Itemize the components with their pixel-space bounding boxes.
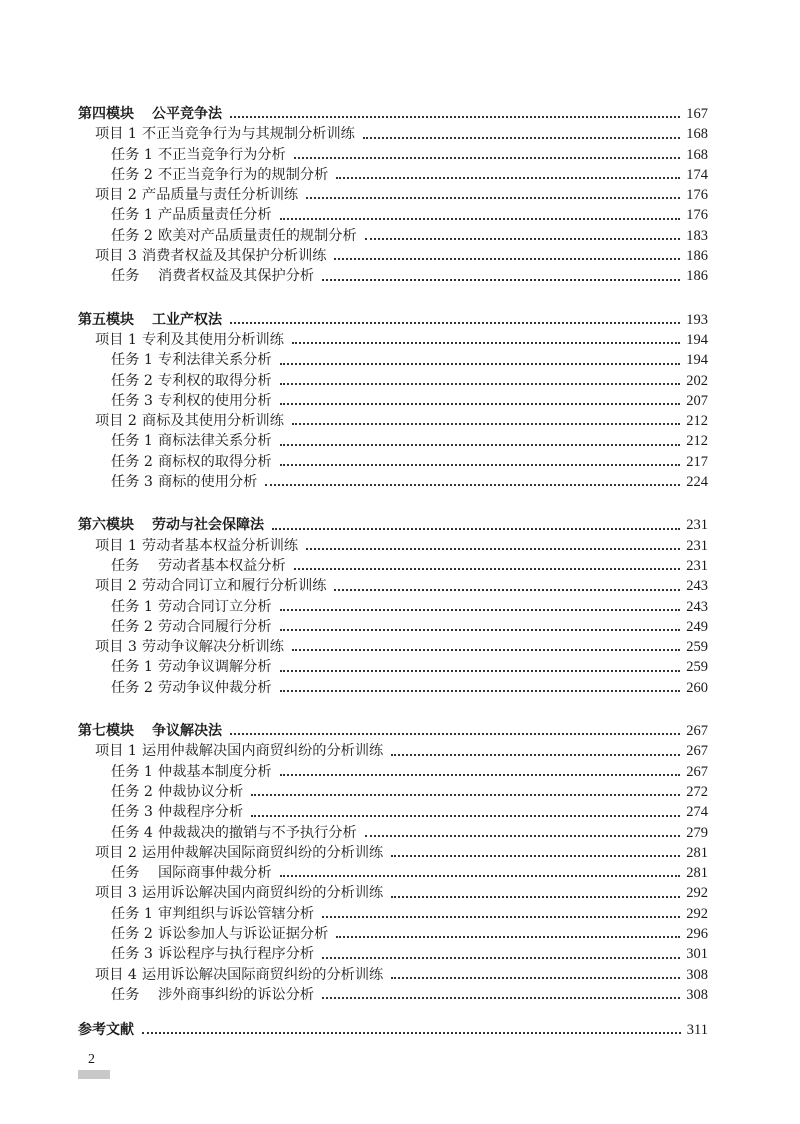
entry-label (111, 226, 357, 246)
entry-label (111, 782, 243, 802)
entry-page-number: 281 (686, 844, 708, 861)
entry-label (111, 350, 272, 370)
entry-title: 运用诉讼解决国际商贸纠纷的分析训练 (142, 966, 384, 983)
dot-leader (322, 957, 680, 959)
entry-number: 任务 1 (111, 598, 153, 615)
toc-entry-references[interactable] (78, 1020, 708, 1040)
entry-number: 项目 3 (95, 248, 137, 265)
entry-page-number: 292 (686, 885, 708, 902)
entry-page-number: 168 (686, 146, 708, 163)
entry-number: 第六模块 (78, 517, 134, 534)
toc-entry-module[interactable] (78, 310, 708, 330)
toc-section (78, 310, 708, 493)
entry-page-number: 224 (686, 474, 708, 491)
entry-label (111, 391, 272, 411)
dot-leader (280, 363, 681, 365)
entry-page-number: 301 (686, 946, 708, 963)
entry-title: 工业产权法 (152, 311, 222, 328)
entry-number: 项目 1 (95, 331, 137, 348)
entry-page-number: 308 (686, 966, 708, 983)
toc-entry-project[interactable] (78, 965, 708, 985)
toc-entry-project[interactable] (78, 843, 708, 863)
entry-label (95, 185, 298, 205)
dot-leader (365, 835, 681, 837)
entry-number: 任务 2 (111, 783, 153, 800)
entry-title: 诉讼参加人与诉讼证据分析 (158, 925, 329, 942)
dot-leader (265, 484, 680, 486)
entry-title: 商标权的取得分析 (158, 453, 272, 470)
page-folio (78, 1050, 110, 1079)
toc-entry-project[interactable] (78, 576, 708, 596)
table-of-contents (78, 104, 708, 1028)
entry-label (95, 330, 284, 350)
toc-entry-task[interactable] (78, 678, 708, 698)
dot-leader (363, 137, 680, 139)
toc-entry-task[interactable] (78, 391, 708, 411)
entry-page-number: 281 (686, 865, 708, 882)
toc-section (78, 515, 708, 698)
toc-entry-task[interactable] (78, 823, 708, 843)
entry-title: 诉讼程序与执行程序分析 (158, 946, 315, 963)
entry-number: 任务 2 (111, 925, 153, 942)
entry-label (111, 452, 272, 472)
dot-leader (280, 774, 681, 776)
toc-entry-task[interactable] (78, 782, 708, 802)
dot-leader (230, 116, 680, 118)
entry-title: 劳动争议调解分析 (158, 659, 272, 676)
entry-label (111, 472, 257, 492)
dot-leader (334, 589, 680, 591)
entry-number: 任务 3 (111, 804, 153, 821)
dot-leader (280, 690, 681, 692)
entry-title: 劳动合同履行分析 (158, 618, 272, 635)
dot-leader (391, 855, 680, 857)
entry-label (111, 944, 314, 964)
entry-label (95, 536, 298, 556)
entry-number: 任务 1 (111, 659, 153, 676)
entry-title: 劳动者基本权益分析训练 (142, 537, 299, 554)
entry-title: 仲裁程序分析 (158, 804, 244, 821)
entry-label (111, 371, 272, 391)
entry-title: 审判组织与诉讼管辖分析 (158, 905, 315, 922)
entry-title: 劳动争议解决分析训练 (142, 639, 284, 656)
toc-entry-project[interactable] (78, 330, 708, 350)
dot-leader (230, 733, 680, 735)
entry-label (111, 145, 286, 165)
entry-label (111, 678, 272, 698)
entry-page-number: 243 (686, 598, 708, 615)
entry-title: 运用仲裁解决国际商贸纠纷的分析训练 (142, 844, 384, 861)
entry-title: 商标及其使用分析训练 (142, 413, 284, 430)
dot-leader (280, 670, 681, 672)
entry-number: 项目 2 (95, 578, 137, 595)
dot-leader (336, 936, 680, 938)
entry-number: 任务 2 (111, 618, 153, 635)
entry-number: 任务 2 (111, 372, 153, 389)
entry-page-number: 176 (686, 207, 708, 224)
entry-title: 劳动合同订立分析 (158, 598, 272, 615)
toc-entry-task[interactable] (78, 452, 708, 472)
dot-leader (251, 794, 680, 796)
entry-label (111, 657, 272, 677)
entry-title: 不正当竞争行为与其规制分析训练 (142, 126, 355, 143)
entry-page-number: 176 (686, 187, 708, 204)
entry-title: 产品质量责任分析 (158, 207, 272, 224)
entry-number: 第四模块 (78, 106, 134, 122)
toc-entry-module[interactable] (78, 104, 708, 124)
entry-number: 任务 1 (111, 763, 153, 780)
entry-label (95, 883, 383, 903)
dot-leader (306, 548, 680, 550)
entry-title: 专利及其使用分析训练 (142, 331, 284, 348)
dot-leader (272, 528, 680, 530)
dot-leader (280, 875, 681, 877)
entry-page-number: 243 (686, 578, 708, 595)
entry-number: 任务 3 (111, 392, 153, 409)
dot-leader (306, 197, 680, 199)
toc-entry-task[interactable] (78, 145, 708, 165)
entry-label (111, 985, 314, 1005)
entry-number: 任务 1 (111, 146, 153, 163)
toc-entry-module[interactable] (78, 721, 708, 741)
entry-page-number: 193 (686, 311, 708, 328)
entry-number: 任务 2 (111, 453, 153, 470)
entry-number: 项目 2 (95, 187, 137, 204)
entry-page-number: 217 (686, 453, 708, 470)
references-section (78, 1020, 708, 1040)
toc-entry-task[interactable] (78, 617, 708, 637)
toc-entry-project[interactable] (78, 411, 708, 431)
references-title: 参考文献 (78, 1022, 134, 1038)
entry-number: 任务 (111, 986, 140, 1003)
entry-label (111, 863, 272, 883)
entry-label (95, 411, 284, 431)
toc-entry-module[interactable] (78, 515, 708, 535)
dot-leader (322, 997, 680, 999)
entry-page-number: 296 (686, 925, 708, 942)
dot-leader (322, 279, 680, 281)
entry-label (111, 617, 272, 637)
entry-page-number: 186 (686, 248, 708, 265)
entry-title: 商标法律关系分析 (158, 433, 272, 450)
entry-title: 欧美对产品质量责任的规制分析 (158, 227, 357, 244)
entry-label (95, 843, 383, 863)
entry-label (111, 556, 286, 576)
toc-entry-project[interactable] (78, 883, 708, 903)
dot-leader (391, 754, 680, 756)
toc-entry-task[interactable] (78, 924, 708, 944)
toc-entry-task[interactable] (78, 266, 708, 286)
entry-title: 劳动合同订立和履行分析训练 (142, 578, 327, 595)
entry-page-number: 260 (686, 679, 708, 696)
entry-page-number: 279 (686, 824, 708, 841)
toc-entry-project[interactable] (78, 246, 708, 266)
entry-label (95, 637, 284, 657)
dot-leader (280, 464, 681, 466)
entry-label (95, 965, 383, 985)
entry-page-number: 168 (686, 126, 708, 143)
dot-leader (294, 568, 681, 570)
toc-entry-task[interactable] (78, 371, 708, 391)
entry-label (78, 515, 264, 535)
entry-number: 任务 1 (111, 905, 153, 922)
entry-title: 商标的使用分析 (158, 474, 258, 491)
toc-entry-project[interactable] (78, 536, 708, 556)
entry-page-number: 207 (686, 392, 708, 409)
entry-page-number: 267 (686, 743, 708, 760)
toc-section (78, 104, 708, 287)
entry-number: 项目 3 (95, 885, 137, 902)
entry-title: 争议解决法 (152, 723, 222, 740)
entry-page-number: 194 (686, 352, 708, 369)
entry-label (111, 924, 328, 944)
folio-number: 2 (88, 1052, 95, 1067)
dot-leader (322, 916, 680, 918)
dot-leader (280, 218, 681, 220)
entry-number: 任务 1 (111, 433, 153, 450)
entry-title: 专利权的取得分析 (158, 372, 272, 389)
entry-page-number: 259 (686, 659, 708, 676)
entry-page-number: 272 (686, 783, 708, 800)
entry-label (111, 165, 328, 185)
dot-leader (142, 1032, 681, 1034)
dot-leader (280, 444, 681, 446)
dot-leader (280, 629, 681, 631)
entry-title: 仲裁协议分析 (158, 783, 244, 800)
entry-number: 项目 1 (95, 537, 137, 554)
entry-number: 项目 2 (95, 844, 137, 861)
entry-title: 运用仲裁解决国内商贸纠纷的分析训练 (142, 743, 384, 760)
entry-label (78, 721, 222, 741)
entry-page-number: 292 (686, 905, 708, 922)
entry-title: 公平竞争法 (152, 106, 222, 122)
entry-page-number: 267 (686, 723, 708, 740)
entry-number: 任务 (111, 557, 140, 574)
entry-number: 项目 3 (95, 639, 137, 656)
entry-label (111, 597, 272, 617)
entry-label (78, 310, 222, 330)
entry-number: 任务 3 (111, 474, 153, 491)
entry-page-number: 174 (686, 166, 708, 183)
dot-leader (292, 342, 680, 344)
entry-number: 任务 2 (111, 166, 153, 183)
dot-leader (334, 258, 680, 260)
dot-leader (292, 423, 680, 425)
toc-entry-project[interactable] (78, 637, 708, 657)
entry-label (111, 802, 243, 822)
entry-number: 项目 2 (95, 413, 137, 430)
toc-entry-task[interactable] (78, 597, 708, 617)
toc-entry-project[interactable] (78, 124, 708, 144)
entry-label (111, 904, 314, 924)
entry-number: 任务 2 (111, 679, 153, 696)
entry-page-number: 308 (686, 986, 708, 1003)
entry-title: 不正当竞争行为的规制分析 (158, 166, 329, 183)
entry-title: 劳动与社会保障法 (152, 517, 264, 534)
entry-title: 仲裁裁决的撤销与不予执行分析 (158, 824, 357, 841)
entry-number: 项目 1 (95, 126, 137, 143)
entry-title: 专利权的使用分析 (158, 392, 272, 409)
entry-title: 产品质量与责任分析训练 (142, 187, 299, 204)
entry-title: 消费者权益及其保护分析训练 (142, 248, 327, 265)
entry-page-number: 212 (686, 433, 708, 450)
dot-leader (294, 157, 681, 159)
entry-number: 任务 4 (111, 824, 153, 841)
entry-label (78, 104, 222, 124)
entry-page-number: 231 (686, 557, 708, 574)
entry-label (95, 741, 383, 761)
dot-leader (280, 383, 681, 385)
toc-entry-task[interactable] (78, 863, 708, 883)
entry-title: 不正当竞争行为分析 (158, 146, 286, 163)
entry-number: 任务 3 (111, 946, 153, 963)
toc-entry-project[interactable] (78, 741, 708, 761)
toc-entry-task[interactable] (78, 944, 708, 964)
entry-number: 第七模块 (78, 723, 134, 740)
entry-page-number: 202 (686, 372, 708, 389)
entry-number: 任务 1 (111, 352, 153, 369)
entry-number: 项目 1 (95, 743, 137, 760)
entry-title: 仲裁基本制度分析 (158, 763, 272, 780)
entry-label (111, 431, 272, 451)
entry-number: 任务 (111, 865, 140, 882)
toc-section (78, 721, 708, 1005)
entry-page-number: 231 (686, 537, 708, 554)
entry-label (95, 124, 355, 144)
dot-leader (365, 238, 681, 240)
dot-leader (292, 649, 680, 651)
entry-page-number: 249 (686, 618, 708, 635)
entry-page-number: 183 (686, 227, 708, 244)
entry-page-number: 194 (686, 331, 708, 348)
dot-leader (230, 322, 680, 324)
folio-bar (78, 1070, 110, 1079)
toc-entry-task[interactable] (78, 904, 708, 924)
entry-page-number: 167 (686, 106, 708, 122)
entry-label (95, 576, 326, 596)
dot-leader (251, 815, 680, 817)
entry-label (111, 823, 357, 843)
toc-entry-task[interactable] (78, 226, 708, 246)
entry-title: 劳动争议仲裁分析 (158, 679, 272, 696)
entry-page-number: 267 (686, 763, 708, 780)
entry-number: 第五模块 (78, 311, 134, 328)
entry-number: 项目 4 (95, 966, 137, 983)
toc-entry-task[interactable] (78, 165, 708, 185)
dot-leader (391, 896, 680, 898)
toc-entry-task[interactable] (78, 985, 708, 1005)
toc-entry-task[interactable] (78, 350, 708, 370)
entry-number: 任务 (111, 268, 140, 285)
dot-leader (336, 177, 680, 179)
toc-entry-task[interactable] (78, 762, 708, 782)
entry-title: 运用诉讼解决国内商贸纠纷的分析训练 (142, 885, 384, 902)
entry-page-number: 186 (686, 268, 708, 285)
entry-label (111, 205, 272, 225)
entry-title: 消费者权益及其保护分析 (158, 268, 315, 285)
entry-page-number: 231 (686, 517, 708, 534)
toc-entry-project[interactable] (78, 185, 708, 205)
references-page-number: 311 (686, 1022, 708, 1038)
toc-entry-task[interactable] (78, 431, 708, 451)
toc-entry-task[interactable] (78, 205, 708, 225)
entry-label (95, 246, 326, 266)
entry-title: 涉外商事纠纷的诉讼分析 (158, 986, 315, 1003)
entry-label (111, 266, 314, 286)
entry-title: 专利法律关系分析 (158, 352, 272, 369)
toc-entry-task[interactable] (78, 802, 708, 822)
toc-entry-task[interactable] (78, 556, 708, 576)
entry-label (111, 762, 272, 782)
toc-entry-task[interactable] (78, 472, 708, 492)
dot-leader (280, 403, 681, 405)
dot-leader (280, 609, 681, 611)
entry-number: 任务 2 (111, 227, 153, 244)
entry-title: 国际商事仲裁分析 (158, 865, 272, 882)
entry-number: 任务 1 (111, 207, 153, 224)
entry-page-number: 259 (686, 639, 708, 656)
entry-page-number: 274 (686, 804, 708, 821)
dot-leader (391, 977, 680, 979)
toc-entry-task[interactable] (78, 657, 708, 677)
entry-page-number: 212 (686, 413, 708, 430)
entry-title: 劳动者基本权益分析 (158, 557, 286, 574)
